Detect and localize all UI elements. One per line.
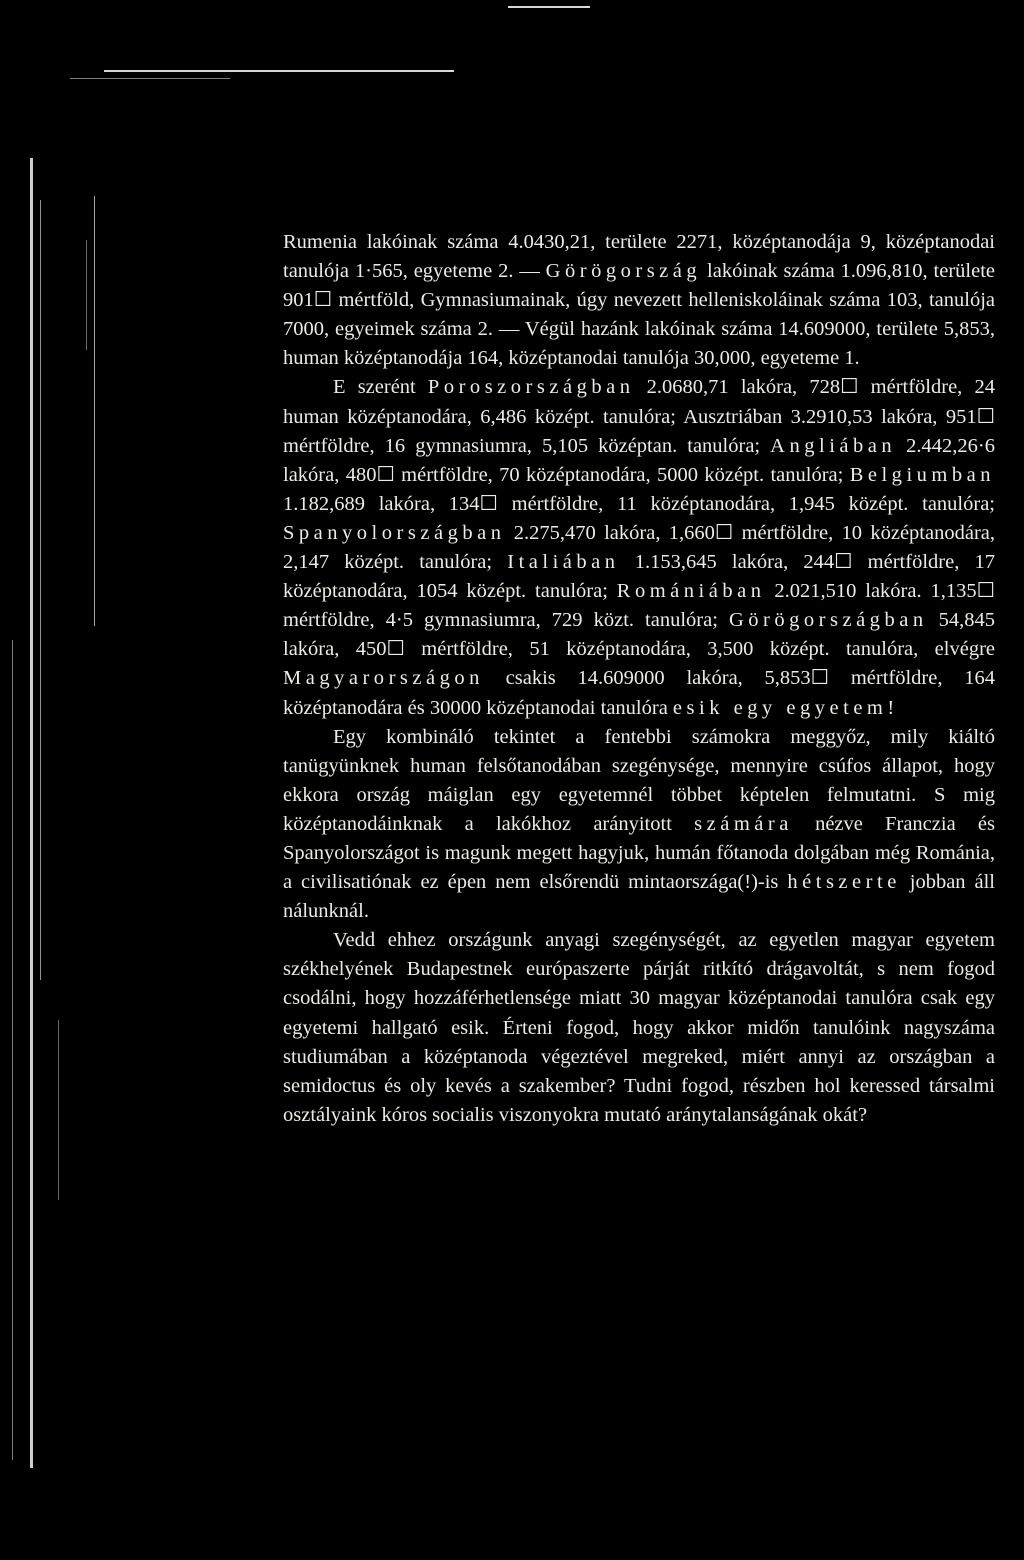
document-body xyxy=(283,228,995,1130)
text-run: jobban áll nálunknál. xyxy=(283,871,995,923)
scan-edge-line-upper xyxy=(104,70,454,72)
text-run: Rumenia lakóinak száma 4.0430,21, területe 2271, középtanodája 9, középtanodai tanulója 1·565, egyeteme 2. — xyxy=(283,231,995,283)
text-run: 2.0680,71 lakóra, 728☐ mértföldre, 24 human középtanodára, 6,486 középt. tanulóra; Ausztriában 3.2910,53 lakóra, 951☐ mértföldre, 16 gymnasiumra, 5,105 középtan. tanulóra; xyxy=(283,376,995,457)
emphasized-text: Romániában xyxy=(616,580,766,603)
scan-margin-line-6 xyxy=(58,1020,59,1200)
text-run: Egy kombináló tekintet a fentebbi számokra meggyőz, mily kiáltó tanügyünknek human felsőtanodában szegénysége, mennyire csúfos állapot, hogy ekkora ország máiglan egy egyetemnél többet képtelen felmutatni. S mig középtanodáinknak a lakókhoz arányitott xyxy=(283,725,995,835)
scan-edge-line-second xyxy=(70,78,230,79)
scan-margin-line-3 xyxy=(94,196,95,626)
scan-margin-line-4 xyxy=(86,240,87,350)
emphasized-text: Görögországban xyxy=(728,609,928,632)
text-run: nézve Franczia és Spanyolországot is magunk megett hagyjuk, humán főtanoda dolgában még Románia, a civilisatiónak ez épen nem elsőrendü mintaországa(!)-is xyxy=(283,812,995,894)
emphasized-text: számára xyxy=(694,812,793,835)
text-run: 2.275,470 lakóra, 1,660☐ mértföldre, 10 középtanodára, 2,147 középt. tanulóra; xyxy=(283,521,995,574)
text-run: 1.153,645 lakóra, 244☐ mértföldre, 17 középtanodára, 1054 középt. tanulóra; xyxy=(283,551,995,603)
emphasized-text: Magyarországon xyxy=(283,667,484,690)
emphasized-text: Angliában xyxy=(770,434,897,457)
scan-margin-line-1 xyxy=(30,158,33,1468)
emphasized-text: Spanyolországban xyxy=(283,521,506,544)
emphasized-text: Poroszországban xyxy=(427,376,635,399)
paragraph xyxy=(283,926,995,1130)
emphasized-text: Belgiumban xyxy=(849,463,995,486)
text-run: E szerént xyxy=(333,376,428,399)
scan-margin-line-5 xyxy=(12,640,13,1460)
paragraph xyxy=(283,723,995,927)
text-run: 54,845 lakóra, 450☐ mértföldre, 51 középtanodára, 3,500 középt. tanulóra, elvégre xyxy=(283,609,995,661)
text-run: 2.021,510 lakóra. 1,135☐ mértföldre, 4·5 gymnasiumra, 729 közt. tanulóra; xyxy=(283,580,995,632)
emphasized-text: esik egy egyetem! xyxy=(672,696,899,719)
text-run: Vedd ehhez országunk anyagi szegénységét, az egyetlen magyar egyetem székhelyének Budapestnek európaszerte párját ritkító drágavoltát, s nem fogod csodálni, hogy hozzáférhetlensége miatt 30 magyar középtanodai tanulóra csak egy egyetemi hallgató esik. Érteni fogod, hogy akkor midőn tanulóink nagyszáma studiumában a középtanoda végeztével megreked, miért annyi az országban a semidoctus és oly kevés a szakember? Tudni fogod, részben hol keressed társalmi osztályaink kóros socialis viszonyokra mutató aránytalanságának okát? xyxy=(283,929,995,1126)
emphasized-text: Görögország xyxy=(545,260,702,283)
paragraph xyxy=(283,228,995,373)
scan-margin-line-2 xyxy=(40,200,41,980)
scan-edge-line-top xyxy=(508,6,590,8)
emphasized-text: Italiában xyxy=(507,551,620,574)
emphasized-text: hétszerte xyxy=(787,871,901,894)
text-run: csakis 14.609000 lakóra, 5,853☐ mértföldre, 164 középtanodára és 30000 középtanodai tanulóra xyxy=(283,667,995,719)
paragraph xyxy=(283,373,995,722)
text-run: 1.182,689 lakóra, 134☐ mértföldre, 11 középtanodára, 1,945 középt. tanulóra; xyxy=(283,492,995,515)
text-run: 2.442,26·6 lakóra, 480☐ mértföldre, 70 középtanodára, 5000 középt. tanulóra; xyxy=(283,434,995,486)
text-run: lakóinak száma 1.096,810, területe 901☐ mértföld, Gymnasiumainak, úgy nevezett helleniskoláinak száma 103, tanulója 7000, egyeimek száma 2. — Végül hazánk lakóinak száma 14.609000, területe 5,853, human középtanodája 164, középtanodai tanulója 30,000, egyeteme 1. xyxy=(283,260,995,370)
